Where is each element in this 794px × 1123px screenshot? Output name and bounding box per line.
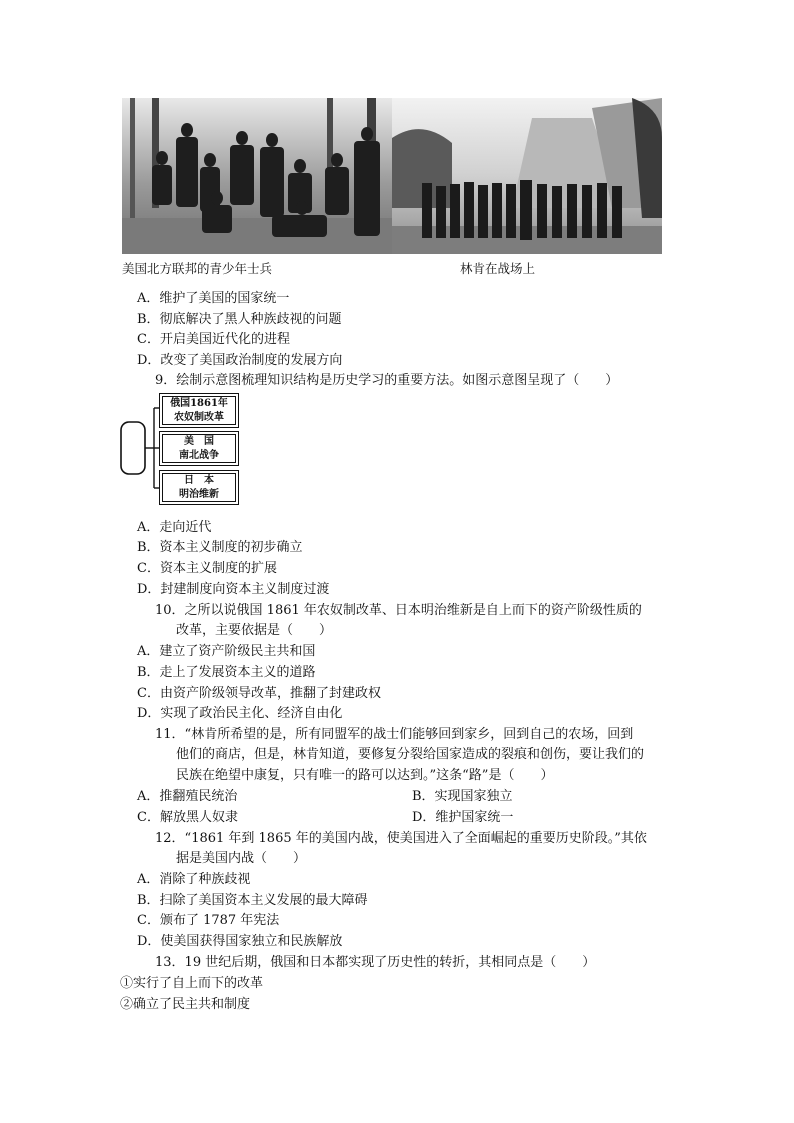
q10-stem-line1: 10．之所以说俄国 1861 年农奴制改革、日本明治维新是自上而下的资产阶级性质的 [155,603,642,618]
q12-option-d[interactable]: D．使美国获得国家独立和民族解放 [137,934,343,949]
q12-stem-line2: 据是美国内战（ ） [176,851,307,866]
q8-option-d[interactable]: D．改变了美国政治制度的发展方向 [137,353,343,368]
q11-option-a[interactable]: A．推翻殖民统治 [137,789,238,804]
q9-option-d[interactable]: D．封建制度向资本主义制度过渡 [137,582,330,597]
q13-item-2: ②确立了民主共和制度 [120,997,251,1012]
q13-item-1: ①实行了自上而下的改革 [120,976,264,991]
lincoln-battlefield-image [392,98,662,254]
left-photo-caption: 美国北方联邦的青少年士兵 [122,261,273,276]
union-soldiers-image [122,98,392,254]
q8-option-b[interactable]: B．彻底解决了黑人种族歧视的问题 [137,312,342,327]
q11-option-c[interactable]: C．解放黑人奴隶 [137,810,238,825]
q10-option-c[interactable]: C．由资产阶级领导改革，推翻了封建政权 [137,686,381,701]
diagram-box-japan [159,470,239,505]
diagram-box-russia-line2: 农奴制改革 [174,411,224,423]
q12-stem-line1: 12．“1861 年到 1865 年的美国内战，使美国进入了全面崛起的重要历史阶段。”其依 [155,831,647,846]
diagram-box-usa-line2: 南北战争 [179,449,219,461]
diagram-box-japan-line1: 日 本 [184,474,214,486]
q10-option-b[interactable]: B．走上了发展资本主义的道路 [137,665,316,680]
q10-option-d[interactable]: D．实现了政治民主化、经济自由化 [137,706,343,721]
right-photo-caption: 林肯在战场上 [460,261,536,276]
q12-option-a[interactable]: A．消除了种族歧视 [137,872,251,887]
q9-option-b[interactable]: B．资本主义制度的初步确立 [137,540,303,555]
q11-stem-line3: 民族在绝望中康复，只有唯一的路可以达到。”这条“路”是（ ） [176,768,554,783]
q9-option-c[interactable]: C．资本主义制度的扩展 [137,561,277,576]
q11-option-d[interactable]: D．维护国家统一 [412,810,514,825]
q13-stem: 13．19 世纪后期，俄国和日本都实现了历史性的转折，其相同点是（ ） [155,955,596,970]
diagram-box-russia [159,393,239,428]
q10-option-a[interactable]: A．建立了资产阶级民主共和国 [137,644,316,659]
diagram-box-japan-line2: 明治维新 [179,488,219,500]
q9-option-a[interactable]: A．走向近代 [137,520,212,535]
photo-lincoln-battlefield [392,98,662,254]
q8-option-c[interactable]: C．开启美国近代化的进程 [137,332,290,347]
q11-stem-line2: 他们的商店，但是，林肯知道，要修复分裂给国家造成的裂痕和创伤，要让我们的 [176,747,645,762]
diagram-brace [118,392,162,504]
diagram-box-usa-line1: 美 国 [184,435,214,447]
photo-union-soldiers [122,98,392,254]
q12-option-c[interactable]: C．颁布了 1787 年宪法 [137,913,280,928]
diagram-box-usa [159,431,239,466]
q9-stem: 9．绘制示意图梳理知识结构是历史学习的重要方法。如图示意图呈现了（ ） [155,373,619,388]
diagram-box-russia-line1: 俄国1861年 [170,397,228,409]
q10-stem-line2: 改革，主要依据是（ ） [176,623,333,638]
q12-option-b[interactable]: B．扫除了美国资本主义发展的最大障碍 [137,893,368,908]
q11-option-b[interactable]: B．实现国家独立 [412,789,513,804]
q8-option-a[interactable]: A．维护了美国的国家统一 [137,291,290,306]
q11-stem-line1: 11．“林肯所希望的是，所有同盟军的战士们能够回到家乡，回到自己的农场，回到 [155,727,634,742]
